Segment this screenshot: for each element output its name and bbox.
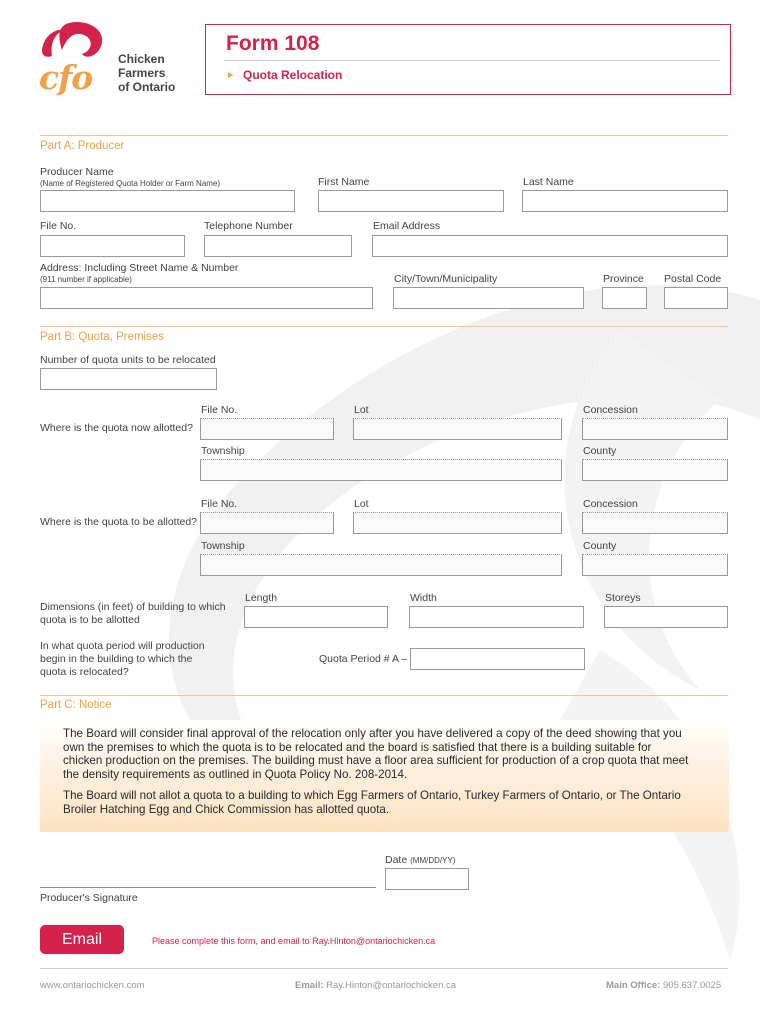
footer-email — [295, 980, 456, 991]
file-no-label: File No. — [40, 220, 77, 232]
to-file-no-label: File No. — [201, 498, 238, 510]
storeys-label: Storeys — [605, 592, 641, 604]
now-concession-input[interactable] — [582, 418, 728, 440]
date-input[interactable] — [385, 868, 469, 890]
width-label: Width — [410, 592, 437, 604]
footer-email-value[interactable]: Ray.Hinton@ontariochicken.ca — [326, 980, 457, 991]
now-township-label: Township — [201, 445, 245, 457]
form-subtitle: Quota Relocation — [243, 68, 343, 82]
period-question-line1: In what quota period will production — [40, 640, 205, 652]
now-lot-label: Lot — [354, 404, 369, 416]
first-name-label: First Name — [318, 176, 370, 188]
brand-name — [118, 52, 175, 94]
length-input[interactable] — [244, 606, 388, 628]
to-concession-input[interactable] — [582, 512, 728, 534]
last-name-input[interactable] — [522, 190, 728, 212]
period-question-line2: begin in the building to which the — [40, 653, 193, 665]
period-question-line3: quota is relocated? — [40, 666, 129, 678]
notice-line: The Board will consider final approval of the relocation only after you have delivered a copy of the deed showing that you — [63, 727, 682, 740]
part-c-rule — [40, 695, 728, 696]
title-divider — [224, 60, 720, 61]
to-concession-label: Concession — [583, 498, 638, 510]
notice-line: The Board will not allot a quota to a building to which Egg Farmers of Ontario, Turkey Farmers of Ontario, or The Ontario — [63, 789, 681, 802]
telephone-input[interactable] — [204, 235, 352, 257]
producer-name-input[interactable] — [40, 190, 295, 212]
address-label: Address: Including Street Name & Number — [40, 262, 239, 274]
footer-office-value: 905.637.0025 — [663, 980, 722, 991]
signature-line[interactable] — [40, 887, 376, 888]
city-label: City/Town/Municipality — [394, 273, 498, 285]
length-label: Length — [245, 592, 278, 604]
postal-code-label: Postal Code — [664, 273, 722, 285]
now-county-label: County — [583, 445, 617, 457]
footer-website[interactable]: www.ontariochicken.com — [40, 980, 145, 991]
address-note: (911 number if applicable) — [40, 275, 132, 284]
caret-icon — [228, 72, 233, 78]
first-name-input[interactable] — [318, 190, 504, 212]
to-lot-label: Lot — [354, 498, 369, 510]
to-county-label: County — [583, 540, 617, 552]
to-township-input[interactable] — [200, 554, 562, 576]
telephone-label: Telephone Number — [204, 220, 293, 232]
part-c-title: Part C: Notice — [40, 699, 112, 711]
last-name-label: Last Name — [523, 176, 574, 188]
footer-office — [606, 980, 721, 991]
part-a-title: Part A: Producer — [40, 140, 125, 152]
part-b-rule — [40, 326, 728, 327]
to-county-input[interactable] — [582, 554, 728, 576]
to-lot-input[interactable] — [353, 512, 562, 534]
email-address-input[interactable] — [372, 235, 728, 257]
address-input[interactable] — [40, 287, 373, 309]
dimensions-label-line2: quota is to be allotted — [40, 614, 140, 626]
now-file-no-label: File No. — [201, 404, 238, 416]
notice-line: own the premises to which the quota is to be relocated and the board is satisfied that there is a building suitable for — [63, 740, 652, 754]
notice-line: Broiler Hatching Egg and Chick Commission has allotted quota. — [63, 802, 390, 816]
file-no-input[interactable] — [40, 235, 185, 257]
logo-wordmark: cfo — [39, 58, 93, 97]
storeys-input[interactable] — [604, 606, 728, 628]
units-input[interactable] — [40, 368, 217, 390]
date-label — [385, 854, 455, 866]
notice-paragraph-2 — [63, 789, 723, 816]
email-address-label: Email Address — [373, 220, 441, 232]
now-county-input[interactable] — [582, 459, 728, 481]
brand-name-line2: Farmers — [118, 66, 166, 80]
quota-period-label: Quota Period # A – — [319, 653, 408, 665]
brand-name-line3: of Ontario — [118, 80, 176, 94]
province-input[interactable] — [602, 287, 647, 309]
producer-name-label: Producer Name — [40, 166, 114, 178]
to-file-no-input[interactable] — [200, 512, 334, 534]
brand-name-line1: Chicken — [118, 52, 165, 66]
units-label: Number of quota units to be relocated — [40, 354, 216, 366]
date-format: (MM/DD/YY) — [410, 856, 456, 865]
email-button[interactable] — [40, 925, 124, 954]
now-lot-input[interactable] — [353, 418, 562, 440]
notice-paragraph-1 — [63, 727, 723, 781]
footer-email-label: Email: — [295, 980, 324, 991]
province-label: Province — [603, 273, 644, 285]
now-question: Where is the quota now allotted? — [40, 422, 193, 434]
dimensions-label-line1: Dimensions (in feet) of building to which — [40, 601, 226, 613]
part-a-rule — [40, 135, 728, 136]
producer-name-note: (Name of Registered Quota Holder or Farm Name) — [40, 179, 221, 188]
signature-label: Producer's Signature — [40, 892, 138, 904]
to-question: Where is the quota to be allotted? — [40, 516, 198, 528]
date-label-text: Date — [385, 854, 408, 866]
part-b-title: Part B: Quota, Premises — [40, 331, 164, 343]
form-title: Form 108 — [226, 32, 320, 55]
quota-period-input[interactable] — [410, 648, 585, 670]
now-township-input[interactable] — [200, 459, 562, 481]
width-input[interactable] — [409, 606, 584, 628]
notice-line: the density requirements as outlined in Quota Policy No. 208-2014. — [63, 767, 408, 781]
to-township-label: Township — [201, 540, 245, 552]
email-button-label: Email — [61, 931, 102, 948]
footer-office-label: Main Office: — [606, 980, 661, 991]
postal-code-input[interactable] — [664, 287, 728, 309]
now-concession-label: Concession — [583, 404, 638, 416]
notice-line: chicken production on the premises. The building must have a floor area sufficient for production of a crop quota that meet — [63, 754, 689, 767]
footer-rule — [40, 968, 728, 969]
now-file-no-input[interactable] — [200, 418, 334, 440]
email-instruction: Please complete this form, and email to Ray.Hinton@ontariochicken.ca — [152, 936, 436, 946]
city-input[interactable] — [393, 287, 584, 309]
